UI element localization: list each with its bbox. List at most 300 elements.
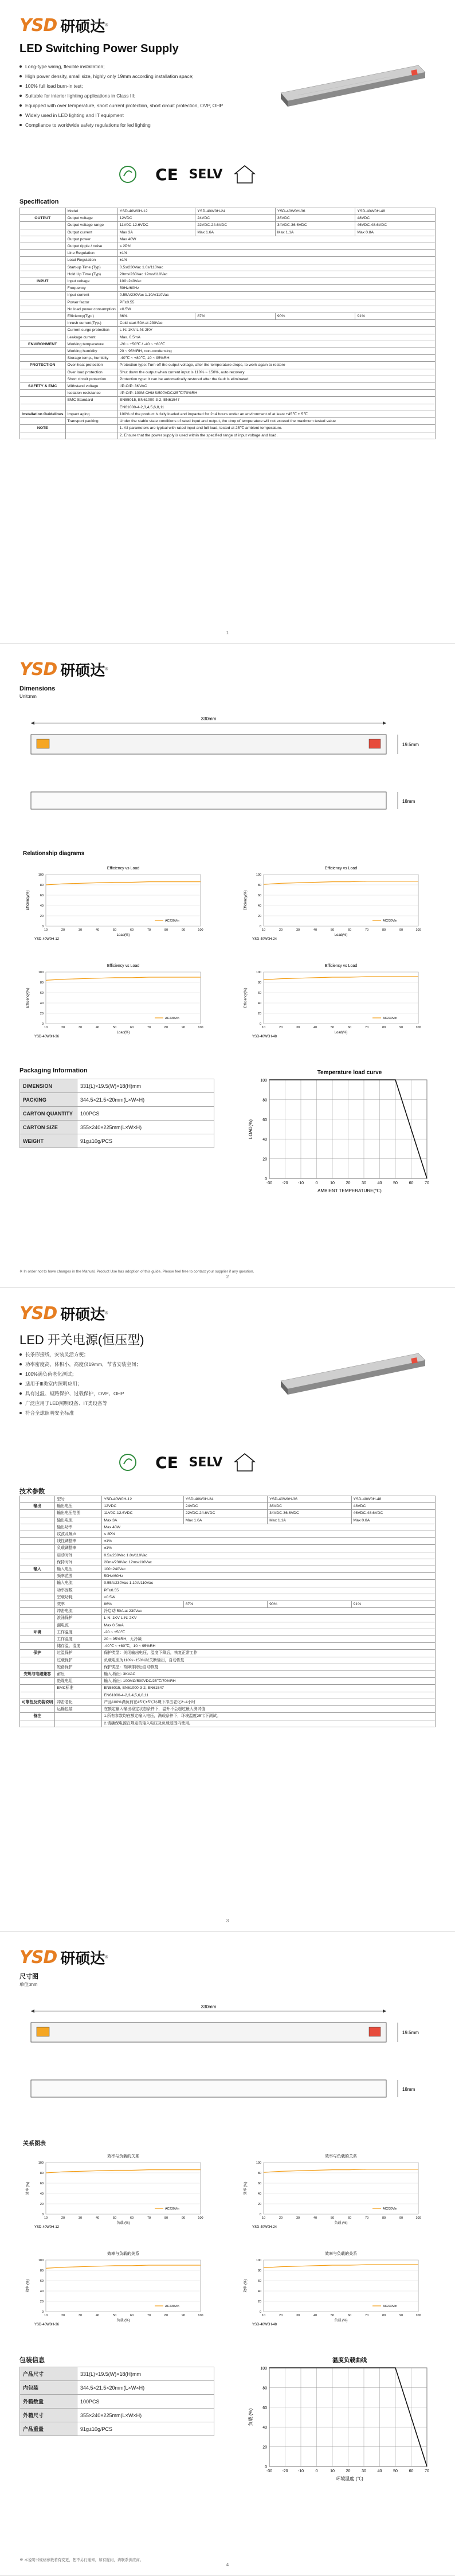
- y-tick-label: 40: [40, 1002, 44, 1005]
- packaging-row: [20, 1121, 214, 1134]
- x-tick-label: 80: [164, 2314, 168, 2317]
- y-tick-label: 0: [41, 2310, 44, 2314]
- feature-item: 100% full load burn-in test;: [19, 81, 266, 91]
- spec-row: [20, 1671, 436, 1678]
- spec-param: 冲击老化: [55, 1699, 102, 1705]
- y-tick-label: 100: [256, 873, 261, 877]
- spec-param: 输入电流: [55, 1580, 102, 1587]
- x-tick-label: 40: [95, 1026, 100, 1029]
- x-tick-label: 40: [377, 1181, 382, 1185]
- x-tick-label: 50: [112, 2314, 117, 2317]
- spec-param: Load Regulation: [65, 257, 117, 264]
- feature-item: 具有过温、短路保护、过载保护，OVP、OHP: [19, 1389, 266, 1399]
- spec-value: 46VDC-48.6VDC: [351, 1510, 435, 1517]
- spec-group: [20, 313, 66, 320]
- x-tick-label: 60: [130, 1026, 134, 1029]
- spec-value: 2.请确保电源在规定的输入电压及负载范围内使用。: [102, 1720, 436, 1727]
- spec-param: Leakage current: [65, 334, 117, 341]
- spec-group: [20, 1524, 55, 1531]
- y-tick-label: 0: [259, 2310, 261, 2314]
- spec-group: [20, 1615, 55, 1622]
- spec-row: [20, 264, 436, 271]
- spec-param: 耐压: [55, 1671, 102, 1678]
- spec-param: Input current: [65, 292, 117, 299]
- y-tick-label: 60: [257, 894, 261, 897]
- spec-group: [20, 299, 66, 306]
- spec-group: [20, 334, 66, 341]
- x-tick-label: 30: [296, 1026, 300, 1029]
- spec-param: Input voltage: [65, 278, 117, 285]
- spec-value: 50Hz/60Hz: [117, 285, 435, 292]
- spec-value: PF≥0.55: [117, 299, 435, 306]
- spec-group: NOTE: [20, 425, 66, 432]
- x-tick-label: 20: [346, 2469, 351, 2473]
- x-tick-label: 70: [364, 2314, 369, 2317]
- spec-value: PF≥0.55: [102, 1587, 436, 1594]
- packaging-row: [20, 1107, 214, 1121]
- x-axis-label: AMBIENT TEMPERATURE(℃): [317, 1188, 382, 1193]
- spec-param: 漏电流: [55, 1622, 102, 1629]
- logo-mark: YSD: [19, 15, 57, 36]
- x-tick-label: 60: [347, 928, 352, 932]
- spec-group: [20, 271, 66, 278]
- chart-caption: YSD-40W0H-36: [34, 1035, 60, 1039]
- y-tick-label: 60: [257, 2182, 261, 2185]
- logo-tm: ®: [105, 668, 108, 672]
- efficiency-chart-svg: [23, 862, 212, 942]
- y-tick-label: 40: [257, 2192, 261, 2196]
- spec-group: [20, 1657, 55, 1664]
- x-tick-label: 90: [181, 2314, 186, 2317]
- x-tick-label: 100: [198, 1026, 203, 1029]
- spec-param: EMC标准: [55, 1685, 102, 1692]
- feature-item: Widely used in LED lighting and IT equipment: [19, 111, 266, 120]
- spec-row: [20, 1615, 436, 1622]
- x-tick-label: 30: [78, 2216, 83, 2220]
- spec-value: YSD-40W0H-12: [117, 208, 195, 215]
- spec-param: 输出功率: [55, 1524, 102, 1531]
- spec-param: 纹波及噪声: [55, 1531, 102, 1538]
- x-tick-label: 50: [330, 2314, 335, 2317]
- spec-param: Inrush current(Typ.): [65, 320, 117, 327]
- x-tick-label: 0: [315, 2469, 318, 2473]
- x-tick-label: 80: [382, 1026, 386, 1029]
- spec-group: [20, 236, 66, 243]
- y-tick-label: 40: [40, 904, 44, 908]
- spec-param: Impact aging: [65, 411, 117, 417]
- spec-param: Output ripple / noise: [65, 243, 117, 250]
- spec-param: 负载调整率: [55, 1545, 102, 1552]
- spec-param: Start-up Time (Typ): [65, 264, 117, 271]
- x-tick-label: 40: [95, 928, 100, 932]
- y-tick-label: 60: [40, 894, 44, 897]
- x-tick-label: 30: [362, 2469, 366, 2473]
- x-tick-label: 80: [164, 2216, 168, 2220]
- page-title: LED Switching Power Supply: [19, 42, 179, 55]
- x-tick-label: 40: [313, 2314, 317, 2317]
- chart-title: Temperature load curve: [317, 1070, 382, 1076]
- dimensions-title: [19, 685, 55, 700]
- spec-row: [20, 320, 436, 327]
- spec-value: 20ms/230Vac 12ms/110Vac: [102, 1559, 436, 1566]
- spec-group: [20, 404, 66, 411]
- spec-param: Working humidity: [65, 348, 117, 355]
- feature-item: Compliance to worldwide safety regulations for led lighting: [19, 120, 266, 130]
- x-tick-label: 60: [409, 2469, 414, 2473]
- legend-label: AC230Vin: [383, 1017, 397, 1020]
- spec-param: 过载保护: [55, 1657, 102, 1664]
- spec-param: 频率范围: [55, 1573, 102, 1580]
- spec-value: Max 3A: [117, 229, 195, 236]
- spec-row: [20, 1559, 436, 1566]
- spec-value: YSD-40W0H-24: [195, 208, 275, 215]
- relationship-title: Relationship diagrams: [23, 850, 85, 857]
- spec-group: INPUT: [20, 278, 66, 285]
- spec-group: [20, 320, 66, 327]
- spec-value: 36VDC: [268, 1503, 351, 1510]
- y-axis-label: Efficiency(%): [26, 890, 30, 911]
- spec-param: EMC Standard: [65, 397, 117, 404]
- spec-param: 输出电压范围: [55, 1510, 102, 1517]
- spec-value: 24VDC: [183, 1503, 267, 1510]
- x-tick-label: 10: [44, 2314, 48, 2317]
- spec-group: [20, 355, 66, 362]
- y-tick-label: 100: [256, 2161, 261, 2165]
- efficiency-chart-svg: [23, 2150, 212, 2230]
- dimensions-heading: 尺寸图: [19, 1973, 38, 1980]
- spec-value: 87%: [183, 1601, 267, 1608]
- y-tick-label: 60: [40, 2182, 44, 2185]
- spec-row: [20, 1531, 436, 1538]
- spec-value: 2. Ensure that the power supply is used within the specified range of input voltage and load.: [117, 432, 435, 439]
- brand-logo: [19, 1303, 108, 1324]
- spec-param: 绝缘电阻: [55, 1678, 102, 1685]
- product-image: [275, 1346, 430, 1433]
- spec-value: Max 1.6A: [195, 229, 275, 236]
- spec-value: 冷启动 50A at 230Vac: [102, 1608, 436, 1615]
- spec-row: [20, 243, 436, 250]
- spec-value: 12VDC: [102, 1503, 183, 1510]
- spec-value: 在额定输入输出稳定状态条件下，温升不会超过最大测试值: [102, 1706, 436, 1713]
- spec-value: Max 40W: [102, 1524, 436, 1531]
- spec-group: 安规与电磁兼容: [20, 1671, 55, 1678]
- spec-param: [55, 1720, 102, 1727]
- x-tick-label: 10: [44, 1026, 48, 1029]
- spec-value: -40℃ ~ +80℃，10 ~ 95%RH: [102, 1643, 436, 1650]
- y-tick-label: 80: [40, 884, 44, 887]
- efficiency-chart-1: [23, 862, 212, 942]
- y-tick-label: 60: [262, 2406, 267, 2410]
- spec-value: 90%: [268, 1601, 351, 1608]
- spec-value: I/P-O/P: 100M OHMS/500VDC/25℃/70%RH: [117, 390, 435, 397]
- x-tick-label: 60: [130, 2216, 134, 2220]
- spec-value: ≤ 2P%: [117, 243, 435, 250]
- spec-group: [20, 1510, 55, 1517]
- y-tick-label: 100: [38, 971, 44, 974]
- spec-value: 24VDC: [195, 215, 275, 222]
- spec-value: 34VDC-36.6VDC: [275, 222, 355, 229]
- y-tick-label: 0: [259, 925, 261, 928]
- x-tick-label: -10: [297, 1181, 304, 1185]
- x-tick-label: 10: [261, 1026, 266, 1029]
- chart-caption: YSD-40W0H-24: [252, 938, 277, 941]
- x-tick-label: 80: [164, 928, 168, 932]
- x-tick-label: 20: [61, 1026, 65, 1029]
- spec-group: [20, 348, 66, 355]
- spec-row: [20, 334, 436, 341]
- efficiency-chart-svg: [241, 2247, 430, 2328]
- spec-value: 46VDC-48.6VDC: [355, 222, 436, 229]
- spec-value: 22VDC-24.6VDC: [183, 1510, 267, 1517]
- spec-row: [20, 327, 436, 334]
- x-tick-label: 100: [415, 1026, 421, 1029]
- spec-group: [20, 376, 66, 383]
- spec-group: [20, 1706, 55, 1713]
- y-tick-label: 20: [257, 915, 261, 918]
- efficiency-chart-svg: [23, 959, 212, 1040]
- spec-heading: 技术参数: [19, 1488, 45, 1495]
- spec-row: [20, 362, 436, 369]
- indoor-use-icon: [232, 163, 258, 185]
- packaging-value: 331(L)×19.5(W)×18(H)mm: [77, 1079, 214, 1093]
- spec-group: [20, 1622, 55, 1629]
- legend-label: AC230Vin: [165, 2305, 179, 2308]
- x-tick-label: 20: [61, 928, 65, 932]
- x-tick-label: 10: [261, 928, 266, 932]
- spec-row: [20, 236, 436, 243]
- spec-row: [20, 1699, 436, 1705]
- width-label: 18mm: [402, 2087, 415, 2092]
- logo-cn: 研硕达: [60, 1306, 105, 1324]
- brand-logo: [19, 1947, 108, 1968]
- spec-value: ±1%: [102, 1538, 436, 1545]
- spec-param: Over load protection: [65, 369, 117, 376]
- packaging-key: CARTON QUANTITY: [20, 1107, 77, 1121]
- x-tick-label: 10: [330, 1181, 335, 1185]
- spec-row: [20, 313, 436, 320]
- spec-value: Under the stable state conditions of rated input and output, the drop of temperature will not exceed the maximum tested value: [117, 418, 435, 425]
- dimension-drawing: [19, 1994, 436, 2126]
- x-tick-label: 10: [44, 928, 48, 932]
- y-tick-label: 100: [38, 2259, 44, 2262]
- y-tick-label: 80: [257, 981, 261, 985]
- spec-row: [20, 1552, 436, 1559]
- x-tick-label: 0: [315, 1181, 318, 1185]
- spec-group: ENVIRONMENT: [20, 341, 66, 348]
- spec-row: [20, 1685, 436, 1692]
- spec-value: 86%: [102, 1601, 183, 1608]
- spec-value: EN61000-4-2,3,4,5,6,8,11: [117, 404, 435, 411]
- x-tick-label: 20: [279, 928, 283, 932]
- page-3: [0, 1288, 455, 1932]
- x-tick-label: 30: [78, 2314, 83, 2317]
- x-tick-label: 90: [399, 1026, 403, 1029]
- spec-param: 输出电流: [55, 1517, 102, 1524]
- x-tick-label: 50: [393, 2469, 398, 2473]
- efficiency-chart-svg: [241, 959, 430, 1040]
- spec-param: Model: [65, 208, 117, 215]
- y-tick-label: 80: [262, 1098, 267, 1103]
- spec-group: [20, 257, 66, 264]
- x-tick-label: 30: [296, 928, 300, 932]
- y-tick-label: 80: [257, 2269, 261, 2273]
- x-axis-label: Load(%): [334, 934, 348, 937]
- spec-value: 1. All parameters are typical with rated input and full load, tested at 25℃ ambient temperature.: [117, 425, 435, 432]
- x-tick-label: 50: [112, 2216, 117, 2220]
- y-tick-label: 40: [40, 2192, 44, 2196]
- spec-group: [20, 1692, 55, 1699]
- x-tick-label: 80: [382, 2216, 386, 2220]
- spec-row: [20, 306, 436, 313]
- spec-value: ±1%: [102, 1545, 436, 1552]
- feature-item: Equipped with over temperature, short current protection, short circuit protection, OVP, OHP: [19, 101, 266, 111]
- efficiency-chart-svg: [241, 2150, 430, 2230]
- plot-area: [264, 2163, 418, 2214]
- x-tick-label: 90: [399, 2216, 403, 2220]
- x-tick-label: 100: [198, 2314, 203, 2317]
- x-tick-label: 70: [364, 928, 369, 932]
- x-tick-label: 20: [346, 1181, 351, 1185]
- x-tick-label: 20: [61, 2314, 65, 2317]
- y-tick-label: 40: [262, 1138, 267, 1142]
- plot-area: [264, 875, 418, 926]
- logo-cn: 研硕达: [60, 1950, 105, 1968]
- spec-value: 20ms/230Vac 12ms/110Vac: [117, 271, 435, 278]
- spec-row: [20, 1692, 436, 1699]
- brand-logo: [19, 15, 108, 36]
- plot-area: [264, 972, 418, 1024]
- y-tick-label: 60: [262, 1118, 267, 1122]
- y-axis-label: 效率 (%): [26, 2181, 30, 2195]
- x-tick-label: 70: [364, 2216, 369, 2220]
- chart-caption: YSD-40W0H-24: [252, 2226, 277, 2229]
- spec-group: [20, 1678, 55, 1685]
- x-tick-label: 50: [330, 1026, 335, 1029]
- x-tick-label: 50: [112, 928, 117, 932]
- spec-row: [20, 404, 436, 411]
- spec-value: YSD-40W0H-36: [275, 208, 355, 215]
- spec-value: YSD-40W0H-48: [351, 1496, 435, 1503]
- spec-group: [20, 432, 66, 439]
- chart-title: Efficiency vs Load: [324, 964, 358, 968]
- spec-group: [20, 1601, 55, 1608]
- spec-value: I/P-O/P: 3KVAC: [117, 383, 435, 390]
- spec-param: 工作湿度: [55, 1636, 102, 1643]
- y-tick-label: 100: [260, 2367, 267, 2371]
- length-label: 330mm: [201, 2004, 217, 2009]
- x-tick-label: 30: [296, 2216, 300, 2220]
- packaging-key: 产品尺寸: [20, 2367, 77, 2381]
- y-axis-label: Efficiency(%): [244, 890, 248, 911]
- spec-group: [20, 1594, 55, 1601]
- x-tick-label: 30: [78, 1026, 83, 1029]
- spec-row: [20, 1496, 436, 1503]
- spec-row: [20, 397, 436, 404]
- y-tick-label: 80: [40, 2172, 44, 2175]
- y-axis-label: Efficiency(%): [26, 988, 30, 1008]
- spec-value: <0.5W: [117, 306, 435, 313]
- efficiency-chart-cn-1: [23, 2150, 212, 2230]
- selv-mark-icon: SELV: [189, 1455, 223, 1470]
- y-tick-label: 20: [257, 2300, 261, 2304]
- spec-param: 储存温、湿度: [55, 1643, 102, 1650]
- spec-group: [20, 1664, 55, 1671]
- spec-param: Isolation resistance: [65, 390, 117, 397]
- spec-value: 保护类型：关闭输出电压，温度下降后，恢复正常工作: [102, 1650, 436, 1657]
- x-tick-label: 90: [181, 928, 186, 932]
- spec-value: 0.55A/230Vac 1.10A/110Vac: [117, 292, 435, 299]
- spec-heading: Specification: [19, 198, 59, 205]
- spec-row: [20, 1524, 436, 1531]
- x-tick-label: 10: [330, 2469, 335, 2473]
- page-number: 2: [226, 1274, 229, 1279]
- spec-value: Max 0.5mA: [102, 1622, 436, 1629]
- x-tick-label: 60: [347, 2216, 352, 2220]
- spec-value: Protection type: Turn off the output voltage, after the temperature drops, to work again to restore: [117, 362, 435, 369]
- spec-row: [20, 376, 436, 383]
- page-number: 3: [226, 1918, 229, 1923]
- packaging-key: PACKING: [20, 1093, 77, 1107]
- plot-area: [46, 972, 201, 1024]
- spec-value: 100~240Vac: [102, 1566, 436, 1573]
- spec-group: [20, 1538, 55, 1545]
- spec-group: 保护: [20, 1650, 55, 1657]
- spec-value: Protection type: It can be automatically restored after the fault is eliminated: [117, 376, 435, 383]
- spec-row: [20, 418, 436, 425]
- spec-row: [20, 292, 436, 299]
- x-tick-label: 60: [130, 928, 134, 932]
- plot-area: [264, 2260, 418, 2312]
- y-tick-label: 20: [40, 915, 44, 918]
- x-tick-label: 30: [296, 2314, 300, 2317]
- feature-item: Suitable for interior lighting applications in Class III;: [19, 91, 266, 101]
- chart-title: 效率与负载的关系: [107, 2252, 139, 2256]
- spec-row: [20, 222, 436, 229]
- efficiency-chart-cn-3: [23, 2247, 212, 2328]
- packaging-value: 344.5×21.5×20mm(L×W×H): [77, 1093, 214, 1107]
- page-title: LED 开关电源(恒压型): [19, 1333, 144, 1347]
- x-tick-label: 50: [330, 928, 335, 932]
- spec-param: Storage temp., humidity: [65, 355, 117, 362]
- spec-group: [20, 229, 66, 236]
- spec-group: [20, 1559, 55, 1566]
- x-tick-label: 50: [112, 1026, 117, 1029]
- spec-group: [20, 1573, 55, 1580]
- spec-group: 输出: [20, 1503, 55, 1510]
- spec-value: 36VDC: [275, 215, 355, 222]
- spec-param: Output voltage: [65, 215, 117, 222]
- packaging-row: [20, 1079, 214, 1093]
- packaging-value: 344.5×21.5×20mm(L×W×H): [77, 2381, 214, 2395]
- spec-value: 48VDC: [355, 215, 436, 222]
- spec-param: [65, 404, 117, 411]
- x-tick-label: 40: [313, 1026, 317, 1029]
- y-tick-label: 80: [262, 2386, 267, 2391]
- plot-area: [46, 2260, 201, 2312]
- spec-value: Max 0.8A: [351, 1517, 435, 1524]
- efficiency-chart-2: [241, 862, 430, 942]
- spec-param: Transport packing: [65, 418, 117, 425]
- x-tick-label: 20: [61, 2216, 65, 2220]
- feature-item: 长条形接线，安装灵活方便；: [19, 1350, 266, 1360]
- logo-mark: YSD: [19, 1303, 57, 1324]
- x-tick-label: 90: [181, 1026, 186, 1029]
- spec-value: 0.55A/230Vac 1.10A/110Vac: [102, 1580, 436, 1587]
- spec-param: Withstand voltage: [65, 383, 117, 390]
- chart-caption: YSD-40W0H-12: [34, 938, 60, 941]
- spec-value: 48VDC: [351, 1503, 435, 1510]
- chart-title: 效率与负载的关系: [325, 2252, 357, 2256]
